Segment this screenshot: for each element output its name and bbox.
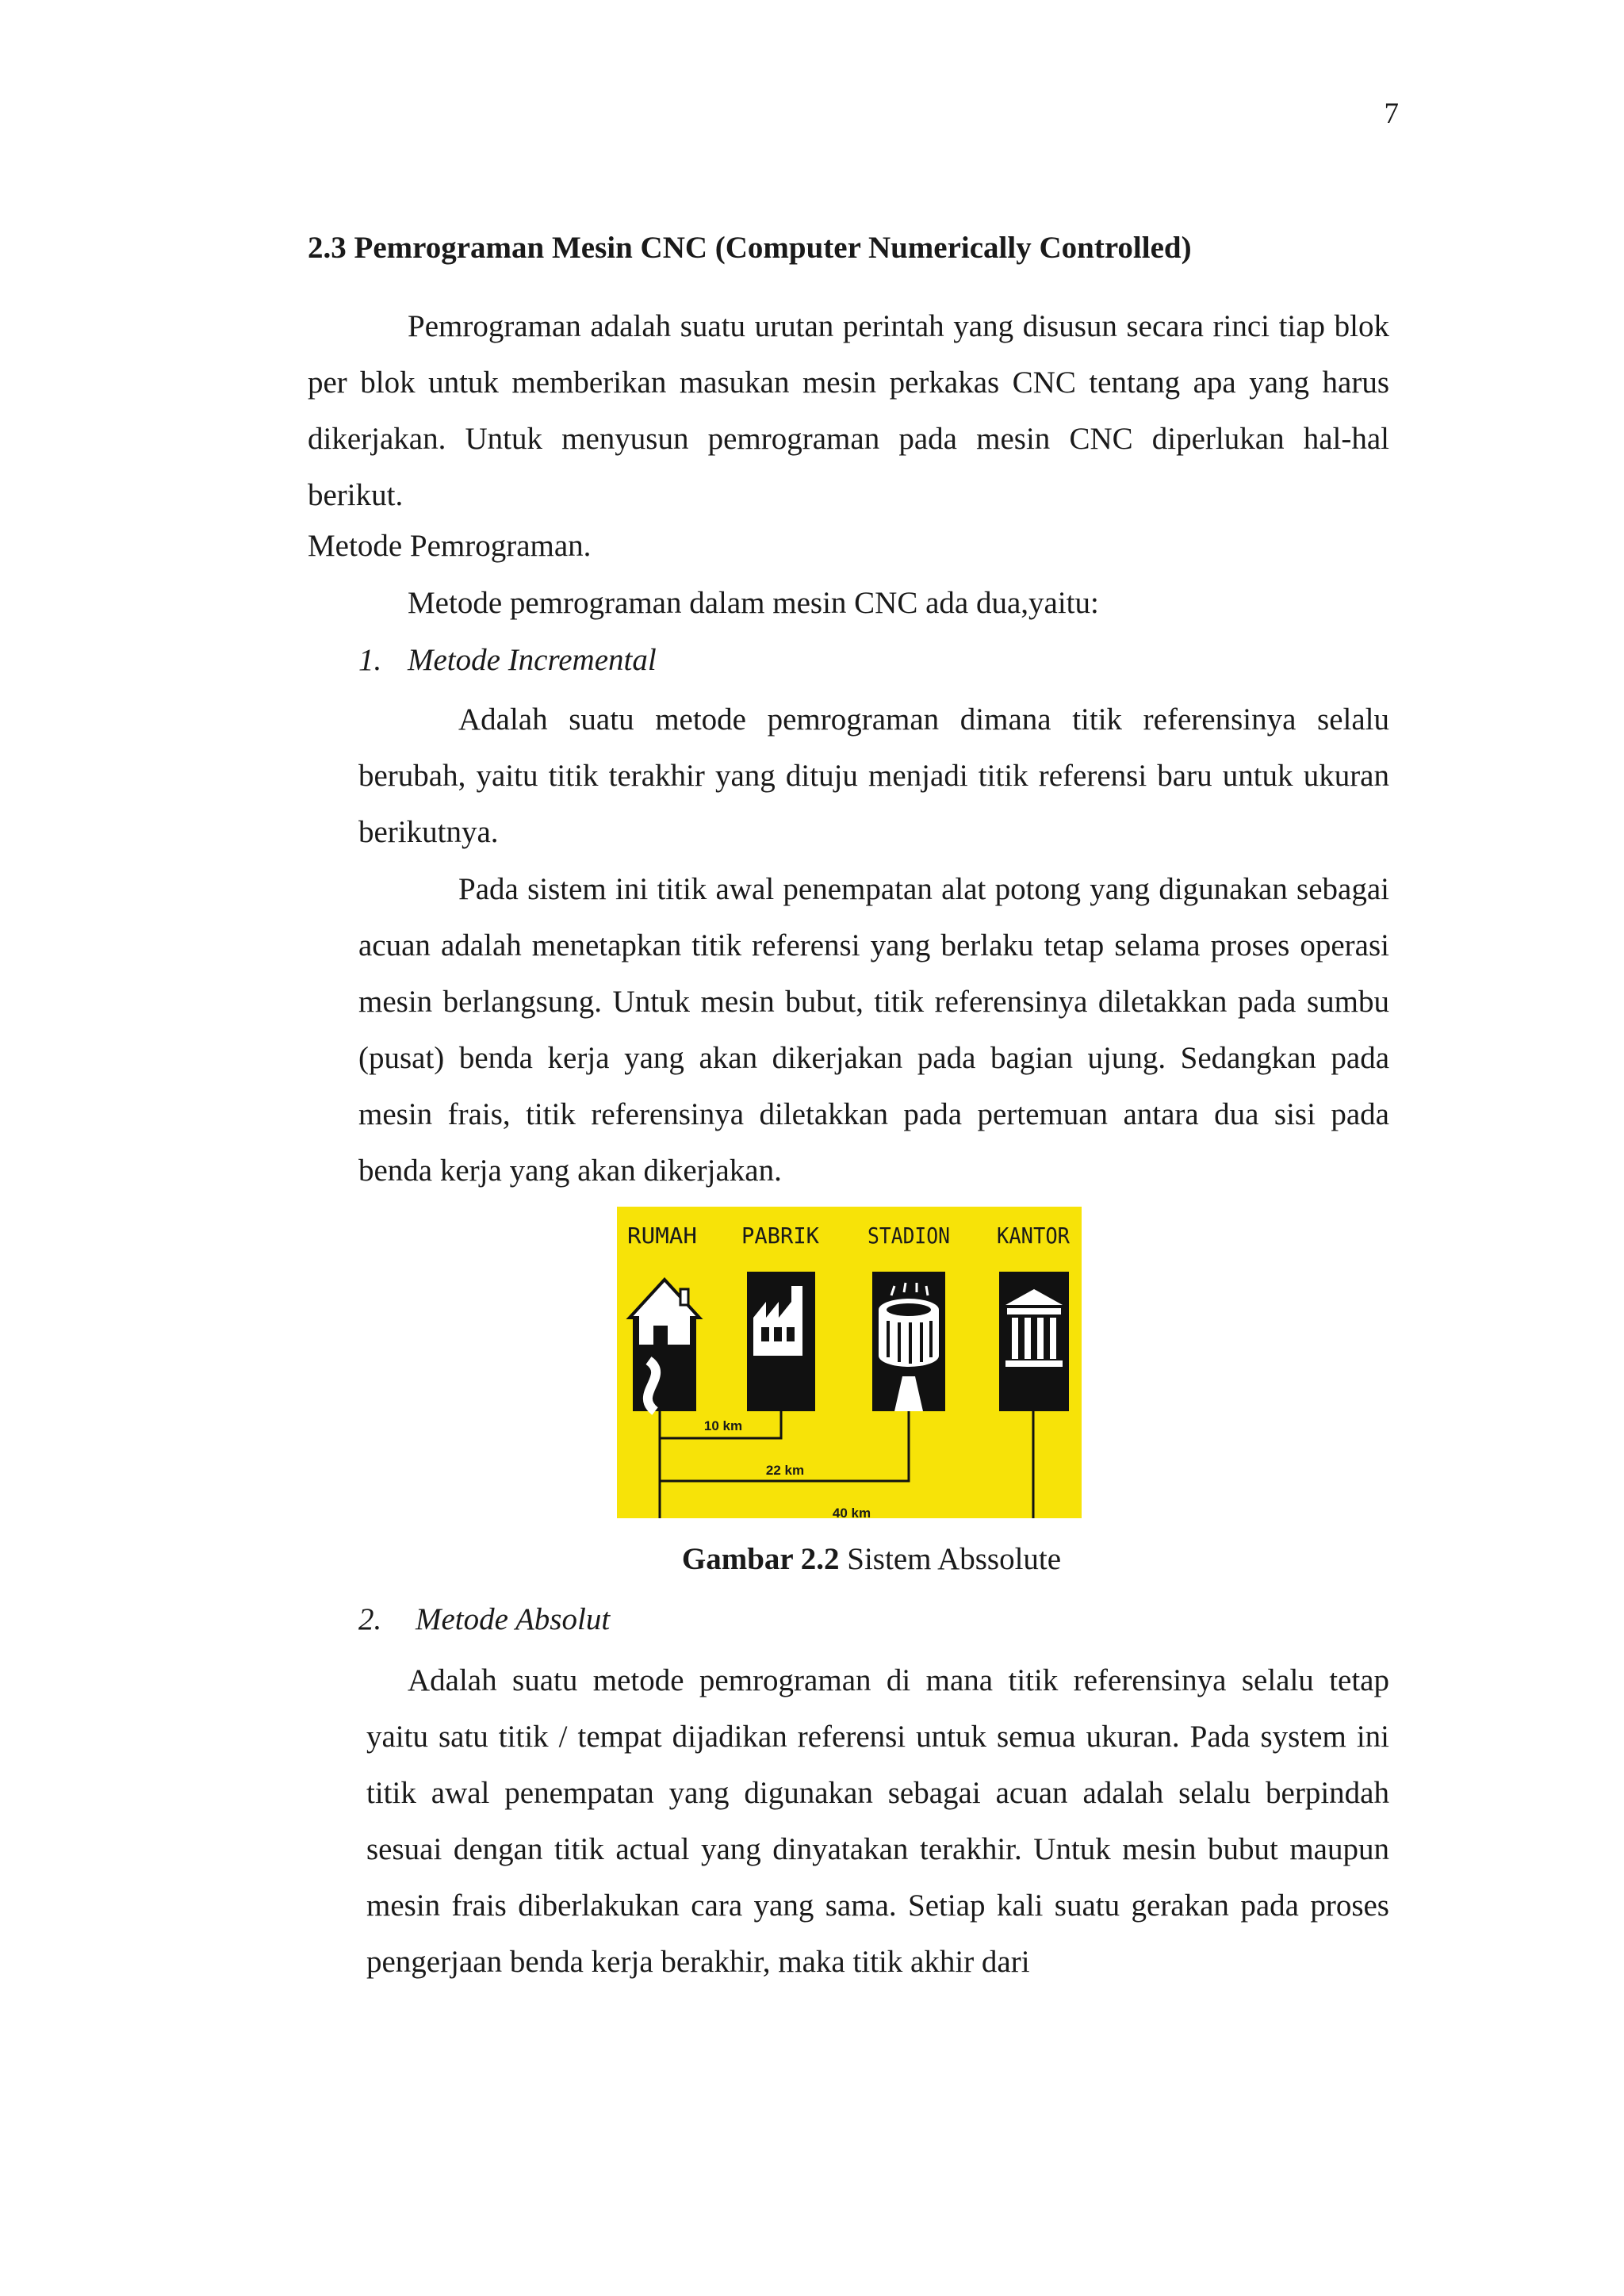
distance-22km: 22 km: [765, 1463, 805, 1478]
absolut-paragraph: Adalah suatu metode pemrograman di mana titik referensinya selalu tetap yaitu satu titik / tempat dijadikan referensi untuk semua ukuran. Pada system ini titik awal penempatan yang digunakan sebagai acuan adalah selalu berpindah sesuai dengan titik actual yang dinyatakan terakhir. Untuk mesin bubut maupun mesin frais diberlakukan cara yang sama. Setiap kali suatu gerakan pada proses pengerjaan benda kerja berakhir, maka titik akhir dari: [366, 1663, 1389, 1979]
office-building-icon: [999, 1272, 1069, 1411]
label-rumah: RUMAH: [627, 1223, 697, 1249]
list-item-2-number: 2.: [358, 1602, 382, 1636]
label-kantor: KANTOR: [997, 1223, 1071, 1249]
incremental-paragraph-1: Adalah suatu metode pemrograman dimana titik referensinya selalu berubah, yaitu titik terakhir yang dituju menjadi titik referensi baru untuk ukuran berikutnya.: [358, 702, 1389, 849]
caption-text: Sistem Abssolute: [839, 1542, 1062, 1576]
factory-icon: [747, 1272, 815, 1411]
intro-paragraph: Pemrograman adalah suatu urutan perintah yang disusun secara rinci tiap blok per blok untuk memberikan masukan mesin perkakas CNC tentang apa yang harus dikerjakan. Untuk menyusun pemrograman pada mesin CNC diperlukan hal-hal berikut.: [308, 309, 1389, 512]
caption-prefix: Gambar 2.2: [681, 1542, 840, 1576]
distance-10km: 10 km: [703, 1418, 743, 1433]
figure-caption: [0, 1541, 1624, 1577]
stadium-icon: [872, 1272, 945, 1411]
label-pabrik: PABRIK: [741, 1223, 820, 1249]
house-icon: [630, 1280, 699, 1411]
label-stadion: STADION: [868, 1223, 950, 1249]
distance-40km: 40 km: [832, 1506, 871, 1518]
absolute-system-figure: [617, 1207, 1082, 1518]
list-item-1-title: Metode Incremental: [408, 643, 657, 677]
metode-intro: Metode pemrograman dalam mesin CNC ada dua,yaitu:: [408, 586, 1099, 620]
list-item-2-title: Metode Absolut: [416, 1602, 611, 1636]
incremental-paragraph-2: Pada sistem ini titik awal penempatan alat potong yang digunakan sebagai acuan adalah menetapkan titik referensi yang berlaku tetap selama proses operasi mesin berlangsung. Untuk mesin bubut, titik referensinya diletakkan pada sumbu (pusat) benda kerja yang akan dikerjakan pada bagian ujung. Sedangkan pada mesin frais, titik referensinya diletakkan pada pertemuan antara dua sisi pada benda kerja yang akan dikerjakan.: [358, 872, 1389, 1188]
page-number: 7: [1384, 98, 1399, 130]
list-item-1-number: 1.: [358, 643, 382, 677]
metode-label: Metode Pemrograman.: [308, 529, 592, 563]
section-heading: 2.3 Pemrograman Mesin CNC (Computer Numerically Controlled): [308, 231, 1192, 265]
